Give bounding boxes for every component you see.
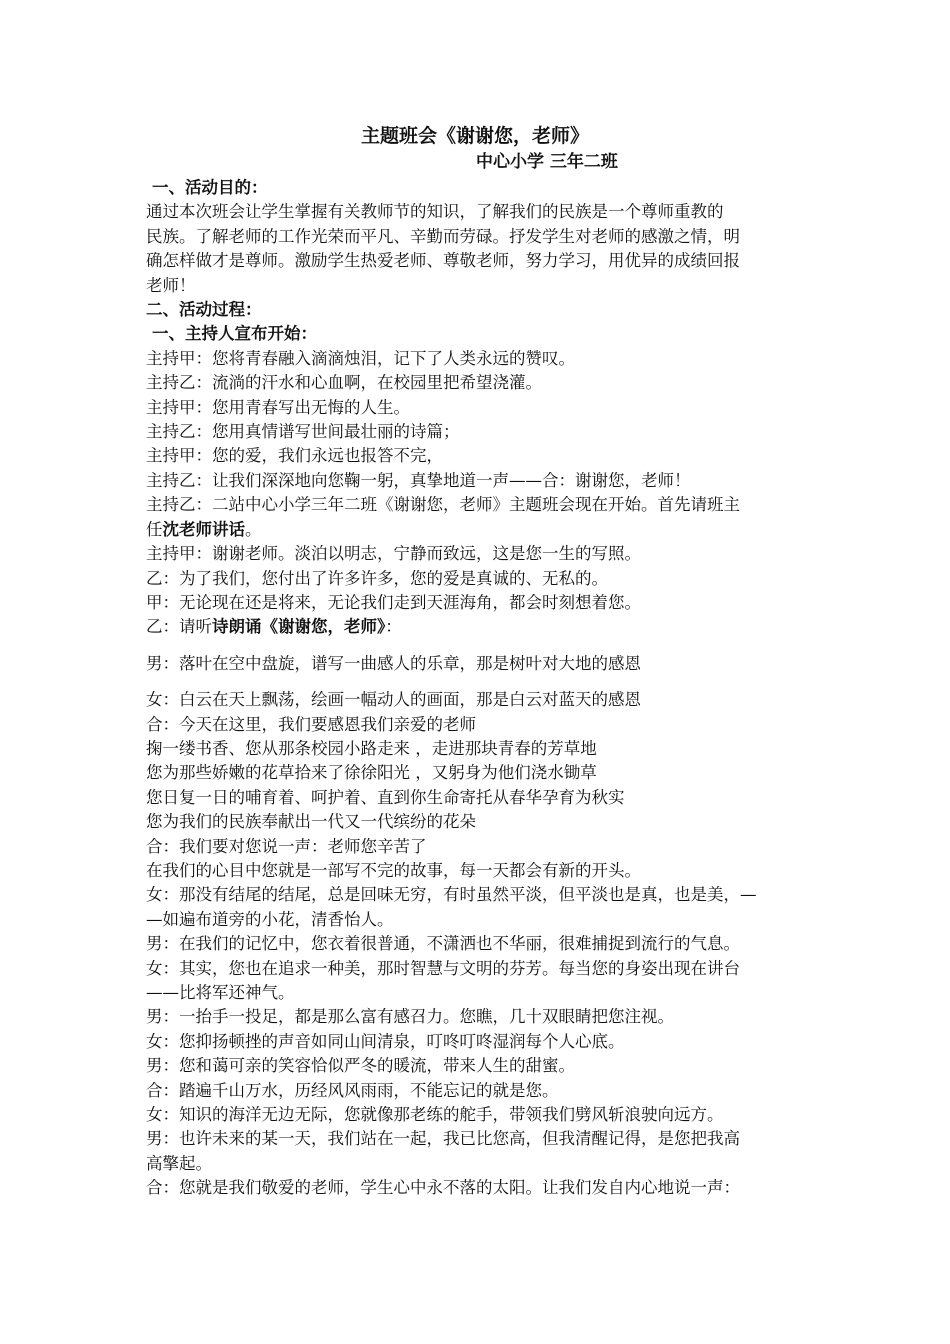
poem-line: 男：落叶在空中盘旋，谱写一曲感人的乐章，那是树叶对大地的感恩 [146, 653, 641, 673]
speech-prefix: 任 [146, 519, 163, 539]
document-title: 主题班会《谢谢您，老师》 [360, 125, 589, 147]
poem-line: 男：一抬手一投足，都是那么富有感召力。您瞧，几十双眼睛把您注视。 [146, 1007, 674, 1027]
host-line: 主持甲：您将青春融入滴滴烛泪，记下了人类永远的赞叹。 [146, 348, 575, 368]
poem-line: 高擎起。 [146, 1153, 212, 1173]
poem-bold-title: 诗朗诵《谢谢您，老师》 [212, 617, 386, 637]
poem-line: 男：您和蔼可亲的笑容恰似严冬的暖流，带来人生的甜蜜。 [146, 1056, 575, 1076]
poem-suffix: ： [385, 617, 402, 637]
document-subtitle: 中心小学 三年二班 [476, 152, 618, 172]
poem-line: 女：其实，您也在追求一种美，那时智慧与文明的芬芳。每当您的身姿出现在讲台 [146, 958, 740, 978]
poem-line: 合：今天在这里，我们要感恩我们亲爱的老师 [146, 714, 476, 734]
poem-line: 合：踏遍千山万水，历经风风雨雨，不能忘记的就是您。 [146, 1080, 559, 1100]
poem-line: 女：那没有结尾的结尾，总是回味无穷，有时虽然平淡，但平淡也是真，也是美，— [146, 885, 757, 905]
host-line-speech [146, 518, 812, 542]
poem-line: 合：我们要对您说一声：老师您辛苦了 [146, 836, 427, 856]
host-line: 甲：无论现在还是将来，无论我们走到天涯海角，都会时刻想着您。 [146, 592, 641, 612]
sub-heading-opening: 一、主持人宣布开始： [152, 324, 317, 344]
poem-line: 男：也许未来的某一天，我们站在一起，我已比您高，但我清醒记得，是您把我高 [146, 1129, 740, 1149]
poem-prefix: 乙：请听 [146, 617, 212, 637]
host-line: 主持乙：您用真情谱写世间最壮丽的诗篇； [146, 422, 460, 442]
document-body [146, 176, 812, 1201]
poem-line: 女：您抑扬顿挫的声音如同山间清泉，叮咚叮咚湿润每个人心底。 [146, 1031, 625, 1051]
poem-line: 男：在我们的记忆中，您衣着很普通，不潇洒也不华丽，很难捕捉到流行的气息。 [146, 934, 740, 954]
poem-line: 在我们的心目中您就是一部写不完的故事，每一天都会有新的开头。 [146, 860, 641, 880]
paragraph-line: 老师！ [146, 275, 196, 295]
poem-line: 您日复一日的哺育着、呵护着、直到你生命寄托从春华孕育为秋实 [146, 787, 625, 807]
poem-line: 合：您就是我们敬爱的老师，学生心中永不落的太阳。让我们发自内心地说一声： [146, 1178, 740, 1198]
poem-line: 女：白云在天上飘荡，绘画一幅动人的画面，那是白云对蓝天的感恩 [146, 690, 641, 710]
section-heading-process: 二、活动过程： [146, 300, 262, 320]
poem-line: ——比将军还神气。 [146, 983, 295, 1002]
host-line: 主持甲：您用青春写出无悔的人生。 [146, 397, 410, 417]
host-line: 主持甲：谢谢老师。淡泊以明志，宁静而致远，这是您一生的写照。 [146, 544, 641, 564]
host-line: 主持乙：二站中心小学三年二班《谢谢您，老师》主题班会现在开始。首先请班主 [146, 495, 740, 515]
section-heading-purpose: 一、活动目的： [152, 178, 268, 197]
paragraph-line: 通过本次班会让学生掌握有关教师节的知识，了解我们的民族是一个尊师重教的 [146, 202, 724, 222]
host-line-poem [146, 615, 812, 639]
poem-line: 掬一缕书香、您从那条校园小路走来 ，走进那块青春的芳草地 [146, 738, 597, 758]
speech-suffix: 。 [245, 519, 262, 539]
host-line: 乙：为了我们，您付出了许多许多，您的爱是真诚的、无私的。 [146, 568, 608, 588]
poem-line: —如遍布道旁的小花，清香怡人。 [146, 909, 394, 929]
host-line: 主持乙：流淌的汗水和心血啊，在校园里把希望浇灌。 [146, 373, 542, 393]
speech-bold-text: 沈老师讲话 [162, 519, 245, 539]
poem-line: 您为我们的民族奉献出一代又一代缤纷的花朵 [146, 812, 476, 832]
paragraph-line: 确怎样做才是尊师。激励学生热爱老师、尊敬老师，努力学习，用优异的成绩回报 [146, 251, 740, 271]
poem-line: 您为那些娇嫩的花草拾来了徐徐阳光 ，又躬身为他们浇水锄草 [146, 763, 597, 783]
host-line: 主持乙：让我们深深地向您鞠一躬，真挚地道一声——合：谢谢您，老师！ [146, 470, 691, 490]
host-line: 主持甲：您的爱，我们永远也报答不完， [146, 446, 443, 466]
paragraph-line: 民族。了解老师的工作光荣而平凡、辛勤而劳碌。抒发学生对老师的感激之情，明 [146, 226, 740, 246]
poem-line: 女：知识的海洋无边无际，您就像那老练的舵手，带领我们劈风斩浪驶向远方。 [146, 1105, 724, 1125]
